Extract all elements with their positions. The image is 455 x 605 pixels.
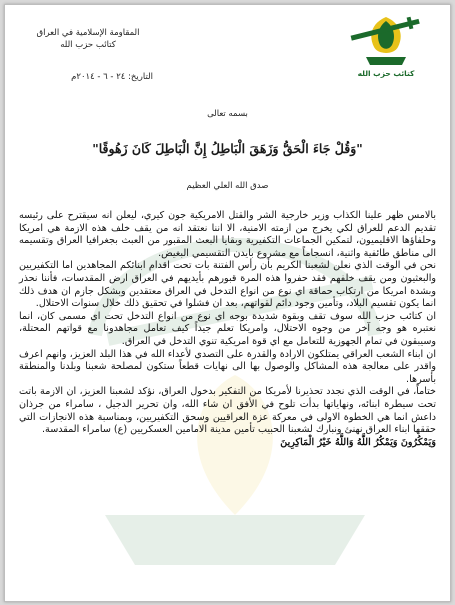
header-organization [23, 27, 153, 83]
paragraph: ان ابناء الشعب العراقي يمتلكون الارادة والقدرة على التصدي لأعداء الله في هذا البلد العزيز، وانهم اعرف واقدر على معالجة هذه المشاكل والوصول بها الى نهايات قطعاً ستكون لمصلحة شعبنا وبلدنا والمنطقة بأسرها. [19, 348, 436, 385]
document-date: التاريخ: ٢٤ - ٦ - ٢٠١٤م [71, 72, 153, 82]
paragraph: ختاماً، في الوقت الذي نجدد تحذيرنا لأمريكا من التفكير بدخول العراق، نؤكد لشعبنا العزيز، ان الازمة باتت تحت سيطرة ابنائه، ونهاياتها بدأت تلوح في الأفق ان شاء الله، وان تحرير الدجيل ، سامراء من جرذان داعش انما هي الخطوة الاولى في معركة عزة العراقيين وسحق التكفيريين، وبمناسبة هذه الانجازات التي حققها ابناء العراق نهنئ ونبارك لشعبنا الحبيب تأمين مدينة الامامين العسكريين (ع) سامراء المقدسة. [19, 386, 436, 436]
quran-verse: "وَقُلْ جَاءَ الْحَقُّ وَزَهَقَ الْبَاطِلُ إِنَّ الْبَاطِلَ كَانَ زَهُوقًا" [92, 141, 363, 156]
closing-verse: وَيَمْكُرُونَ وَيَمْكُرُ اللَّهُ وَاللَّهُ خَيْرُ الْمَاكِرِينَ [280, 436, 436, 448]
paragraph: ان كتائب حزب الله سوف تقف وبقوة شديدة بوجه اي نوع من انواع التدخل تحت اي مسمى كان، انما نعتبره هو وجه آخر من وجوه الاحتلال، وامريكا تعلم جيداً كيف تعامل مجاهدونا مع قواتهم المحتلة، وسيبقون في تمام الجهوزية للتعامل مع اي قوة امريكية تنوي التدخل في العراق. [19, 310, 436, 347]
org-name-line1: المقاومة الإسلامية في العراق [36, 28, 140, 38]
statement-body [19, 210, 436, 449]
verse-attribution: صدق الله العلي العظيم [186, 181, 269, 191]
opening-invocation: بسمه تعالى [207, 109, 248, 119]
logo-caption: كتائب حزب الله [357, 69, 415, 78]
brigades-logo [344, 13, 428, 77]
letter-page [4, 4, 451, 602]
paragraph: نحن في الوقت الذي نعلن لشعبنا الكريم بأن رأس الفتنة بات تحت اقدام ابنائكم المجاهدين اما التكفيريين والبعثيون ومن يقف خلفهم فقد حفروا هذه المرة قبورهم بأيديهم في العراق ارض المقدسات، فأننا نحذر وبشدة امريكا من ارتكاب حماقة اي نوع من انواع التدخل في العراق معتقدين وبشكل جازم ان هدف ذلك انما يكون تقسيم البلاد، وتأمين وجود دائم لقواتهم، بعد ان فشلوا في تحقيق ذلك خلال سنوات الاحتلال. [19, 260, 436, 310]
hezbollah-brigades-logo-icon [344, 13, 428, 69]
org-name-line2: كتائب حزب الله [60, 40, 116, 50]
paragraph: بالامس ظهر علينا الكذاب وزير خارجية الشر والقتل الامريكية جون كيري، ليعلن انه سيقترح على رئيسه تقديم الدعم للعراق لكي يخرج من ازمته الامنية، الا اننا نعتقد انه من يقف خلف هذه الازمة هي امريكا وحلفاؤها الاقليميون، لتمكين الجماعات التكفيرية وبقايا البعث المقبور من العبث بجغرافيا العراق وتقسيمه الى مناطق طائفية واثنية، انسجاماً مع مشروع بايدن التقسيمي البغيض. [19, 210, 436, 259]
